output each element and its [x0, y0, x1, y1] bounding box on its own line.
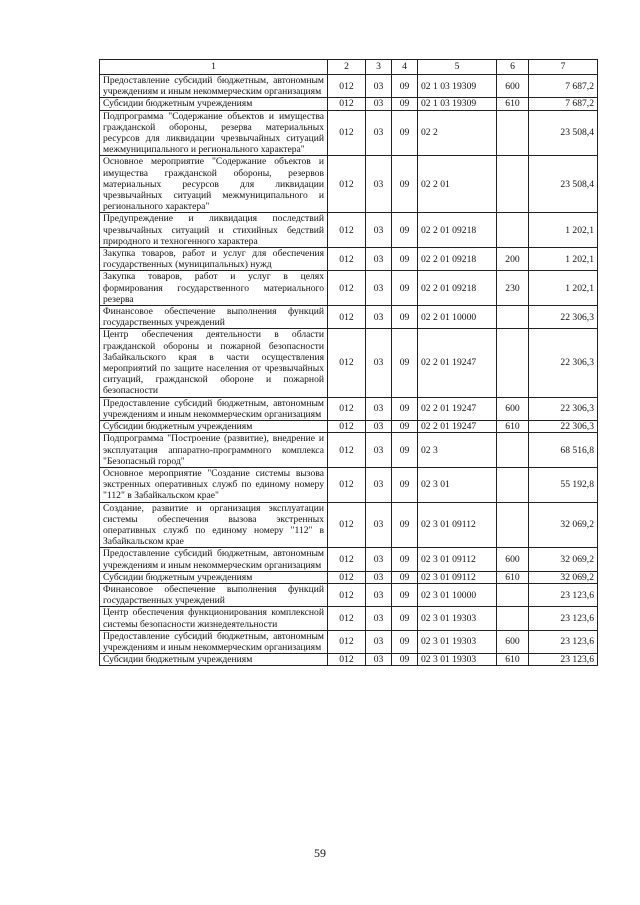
section-code-cell: 03: [366, 213, 392, 248]
section-code-cell: 03: [366, 502, 392, 548]
table-row: [100, 213, 598, 248]
target-article-cell: 02 2 01 09218: [418, 213, 497, 248]
row-name-cell: Закупка товаров, работ и услуг в целях формирования государственного материального резерва: [100, 271, 328, 306]
table-row: [100, 421, 598, 433]
admin-code-cell: 012: [328, 571, 366, 583]
subsection-code-cell: 09: [392, 467, 418, 502]
table-row: [100, 583, 598, 606]
target-article-cell: 02 3 01 19303: [418, 607, 497, 630]
table-row: [100, 630, 598, 653]
subsection-code-cell: 09: [392, 329, 418, 397]
section-code-cell: 03: [366, 630, 392, 653]
subsection-code-cell: 09: [392, 654, 418, 666]
amount-cell: 32 069,2: [529, 571, 598, 583]
row-name-cell: Финансовое обеспечение выполнения функций государственных учреждений: [100, 583, 328, 606]
row-name-cell: Предупреждение и ликвидация последствий чрезвычайных ситуаций и стихийных бедствий природного и техногенного характера: [100, 213, 328, 248]
amount-cell: 7 687,2: [529, 98, 598, 110]
amount-cell: 22 306,3: [529, 397, 598, 420]
expense-type-cell: [497, 156, 529, 213]
expense-type-cell: 610: [497, 571, 529, 583]
amount-cell: 32 069,2: [529, 502, 598, 548]
target-article-cell: 02 1 03 19309: [418, 75, 497, 98]
target-article-cell: 02 1 03 19309: [418, 98, 497, 110]
subsection-code-cell: 09: [392, 607, 418, 630]
table-row: [100, 156, 598, 213]
expense-type-cell: [497, 110, 529, 156]
admin-code-cell: 012: [328, 654, 366, 666]
table-row: [100, 306, 598, 329]
target-article-cell: 02 3 01 09112: [418, 502, 497, 548]
column-header: 3: [366, 60, 392, 75]
row-name-cell: Создание, развитие и организация эксплуатации системы обеспечения вызова экстренных оперативных служб по единому номеру "112" в Забайкальском крае: [100, 502, 328, 548]
section-code-cell: 03: [366, 306, 392, 329]
section-code-cell: 03: [366, 571, 392, 583]
target-article-cell: 02 3 01: [418, 467, 497, 502]
row-name-cell: Центр обеспечения функционирования комплексной системы безопасности жизнедеятельности: [100, 607, 328, 630]
table-row: [100, 329, 598, 397]
row-name-cell: Подпрограмма "Содержание объектов и имущества гражданской обороны, резерва материальных ресурсов для ликвидации чрезвычайных ситуаций межмуниципального и регионального характера": [100, 110, 328, 156]
admin-code-cell: 012: [328, 75, 366, 98]
target-article-cell: 02 2 01 19247: [418, 329, 497, 397]
expense-type-cell: [497, 329, 529, 397]
row-name-cell: Финансовое обеспечение выполнения функций государственных учреждений: [100, 306, 328, 329]
section-code-cell: 03: [366, 548, 392, 571]
admin-code-cell: 012: [328, 630, 366, 653]
amount-cell: 1 202,1: [529, 213, 598, 248]
budget-table: [99, 59, 598, 666]
expense-type-cell: 610: [497, 98, 529, 110]
subsection-code-cell: 09: [392, 571, 418, 583]
table-row: [100, 98, 598, 110]
section-code-cell: 03: [366, 433, 392, 468]
amount-cell: 1 202,1: [529, 271, 598, 306]
amount-cell: 68 516,8: [529, 433, 598, 468]
row-name-cell: Основное мероприятие "Содержание объектов и имущества гражданской обороны, резервов материальных ресурсов для ликвидации чрезвычайных ситуаций межмуниципального и регионального характера": [100, 156, 328, 213]
target-article-cell: 02 3 01 09112: [418, 571, 497, 583]
expense-type-cell: [497, 607, 529, 630]
expense-type-cell: 600: [497, 548, 529, 571]
section-code-cell: 03: [366, 467, 392, 502]
row-name-cell: Закупка товаров, работ и услуг для обеспечения государственных (муниципальных) нужд: [100, 248, 328, 271]
target-article-cell: 02 3: [418, 433, 497, 468]
column-header: 4: [392, 60, 418, 75]
page-number: 59: [314, 846, 326, 860]
table-row: [100, 607, 598, 630]
row-name-cell: Субсидии бюджетным учреждениям: [100, 421, 328, 433]
row-name-cell: Предоставление субсидий бюджетным, автономным учреждениям и иным некоммерческим организациям: [100, 548, 328, 571]
row-name-cell: Предоставление субсидий бюджетным, автономным учреждениям и иным некоммерческим организациям: [100, 630, 328, 653]
target-article-cell: 02 2 01 19247: [418, 421, 497, 433]
section-code-cell: 03: [366, 248, 392, 271]
expense-type-cell: [497, 467, 529, 502]
table-row: [100, 110, 598, 156]
section-code-cell: 03: [366, 583, 392, 606]
subsection-code-cell: 09: [392, 110, 418, 156]
amount-cell: 32 069,2: [529, 548, 598, 571]
table-row: [100, 467, 598, 502]
admin-code-cell: 012: [328, 156, 366, 213]
column-header: 2: [328, 60, 366, 75]
expense-type-cell: 610: [497, 654, 529, 666]
target-article-cell: 02 2 01 19247: [418, 397, 497, 420]
subsection-code-cell: 09: [392, 213, 418, 248]
admin-code-cell: 012: [328, 502, 366, 548]
expense-type-cell: [497, 213, 529, 248]
row-name-cell: Субсидии бюджетным учреждениям: [100, 98, 328, 110]
admin-code-cell: 012: [328, 306, 366, 329]
subsection-code-cell: 09: [392, 433, 418, 468]
admin-code-cell: 012: [328, 548, 366, 571]
section-code-cell: 03: [366, 397, 392, 420]
target-article-cell: 02 2 01 09218: [418, 248, 497, 271]
target-article-cell: 02 3 01 09112: [418, 548, 497, 571]
admin-code-cell: 012: [328, 329, 366, 397]
admin-code-cell: 012: [328, 213, 366, 248]
expense-type-cell: 610: [497, 421, 529, 433]
subsection-code-cell: 09: [392, 630, 418, 653]
subsection-code-cell: 09: [392, 156, 418, 213]
subsection-code-cell: 09: [392, 98, 418, 110]
table-row: [100, 654, 598, 666]
table-row: [100, 248, 598, 271]
column-header: 6: [497, 60, 529, 75]
row-name-cell: Центр обеспечения деятельности в области гражданской обороны и пожарной безопасности Забайкальского края в части осуществления мероприятий по защите населения от чрезвычайных ситуаций, гражданской обороне и пожарной безопасности: [100, 329, 328, 397]
row-name-cell: Предоставление субсидий бюджетным, автономным учреждениям и иным некоммерческим организациям: [100, 75, 328, 98]
header-row: [100, 60, 598, 75]
row-name-cell: Субсидии бюджетным учреждениям: [100, 654, 328, 666]
section-code-cell: 03: [366, 156, 392, 213]
subsection-code-cell: 09: [392, 271, 418, 306]
target-article-cell: 02 2 01 10000: [418, 306, 497, 329]
table-row: [100, 397, 598, 420]
row-name-cell: Предоставление субсидий бюджетным, автономным учреждениям и иным некоммерческим организациям: [100, 397, 328, 420]
amount-cell: 23 123,6: [529, 654, 598, 666]
section-code-cell: 03: [366, 654, 392, 666]
amount-cell: 23 508,4: [529, 156, 598, 213]
target-article-cell: 02 3 01 19303: [418, 654, 497, 666]
amount-cell: 23 123,6: [529, 630, 598, 653]
subsection-code-cell: 09: [392, 75, 418, 98]
section-code-cell: 03: [366, 607, 392, 630]
expense-type-cell: [497, 306, 529, 329]
section-code-cell: 03: [366, 75, 392, 98]
target-article-cell: 02 2 01: [418, 156, 497, 213]
amount-cell: 23 123,6: [529, 583, 598, 606]
row-name-cell: Субсидии бюджетным учреждениям: [100, 571, 328, 583]
expense-type-cell: 230: [497, 271, 529, 306]
table-body: [100, 75, 598, 666]
subsection-code-cell: 09: [392, 583, 418, 606]
target-article-cell: 02 2 01 09218: [418, 271, 497, 306]
expense-type-cell: [497, 433, 529, 468]
expense-type-cell: 200: [497, 248, 529, 271]
subsection-code-cell: 09: [392, 502, 418, 548]
amount-cell: 22 306,3: [529, 329, 598, 397]
section-code-cell: 03: [366, 110, 392, 156]
section-code-cell: 03: [366, 421, 392, 433]
admin-code-cell: 012: [328, 98, 366, 110]
amount-cell: 23 123,6: [529, 607, 598, 630]
subsection-code-cell: 09: [392, 306, 418, 329]
subsection-code-cell: 09: [392, 397, 418, 420]
section-code-cell: 03: [366, 329, 392, 397]
subsection-code-cell: 09: [392, 248, 418, 271]
admin-code-cell: 012: [328, 271, 366, 306]
table-row: [100, 433, 598, 468]
section-code-cell: 03: [366, 98, 392, 110]
table-row: [100, 502, 598, 548]
target-article-cell: 02 2: [418, 110, 497, 156]
table-row: [100, 271, 598, 306]
admin-code-cell: 012: [328, 467, 366, 502]
table-row: [100, 75, 598, 98]
row-name-cell: Основное мероприятие "Создание системы вызова экстренных оперативных служб по единому номеру "112" в Забайкальском крае": [100, 467, 328, 502]
section-code-cell: 03: [366, 271, 392, 306]
admin-code-cell: 012: [328, 397, 366, 420]
row-name-cell: Подпрограмма "Построение (развитие), внедрение и эксплуатация аппаратно-программного комплекса "Безопасный город": [100, 433, 328, 468]
column-header: 1: [100, 60, 328, 75]
expense-type-cell: [497, 502, 529, 548]
column-header: 7: [529, 60, 598, 75]
admin-code-cell: 012: [328, 248, 366, 271]
subsection-code-cell: 09: [392, 548, 418, 571]
table-row: [100, 571, 598, 583]
admin-code-cell: 012: [328, 110, 366, 156]
table-row: [100, 548, 598, 571]
admin-code-cell: 012: [328, 421, 366, 433]
amount-cell: 7 687,2: [529, 75, 598, 98]
expense-type-cell: [497, 583, 529, 606]
admin-code-cell: 012: [328, 607, 366, 630]
admin-code-cell: 012: [328, 433, 366, 468]
amount-cell: 23 508,4: [529, 110, 598, 156]
expense-type-cell: 600: [497, 397, 529, 420]
expense-type-cell: 600: [497, 630, 529, 653]
target-article-cell: 02 3 01 19303: [418, 630, 497, 653]
column-header: 5: [418, 60, 497, 75]
target-article-cell: 02 3 01 10000: [418, 583, 497, 606]
amount-cell: 55 192,8: [529, 467, 598, 502]
subsection-code-cell: 09: [392, 421, 418, 433]
admin-code-cell: 012: [328, 583, 366, 606]
amount-cell: 22 306,3: [529, 306, 598, 329]
amount-cell: 1 202,1: [529, 248, 598, 271]
amount-cell: 22 306,3: [529, 421, 598, 433]
expense-type-cell: 600: [497, 75, 529, 98]
